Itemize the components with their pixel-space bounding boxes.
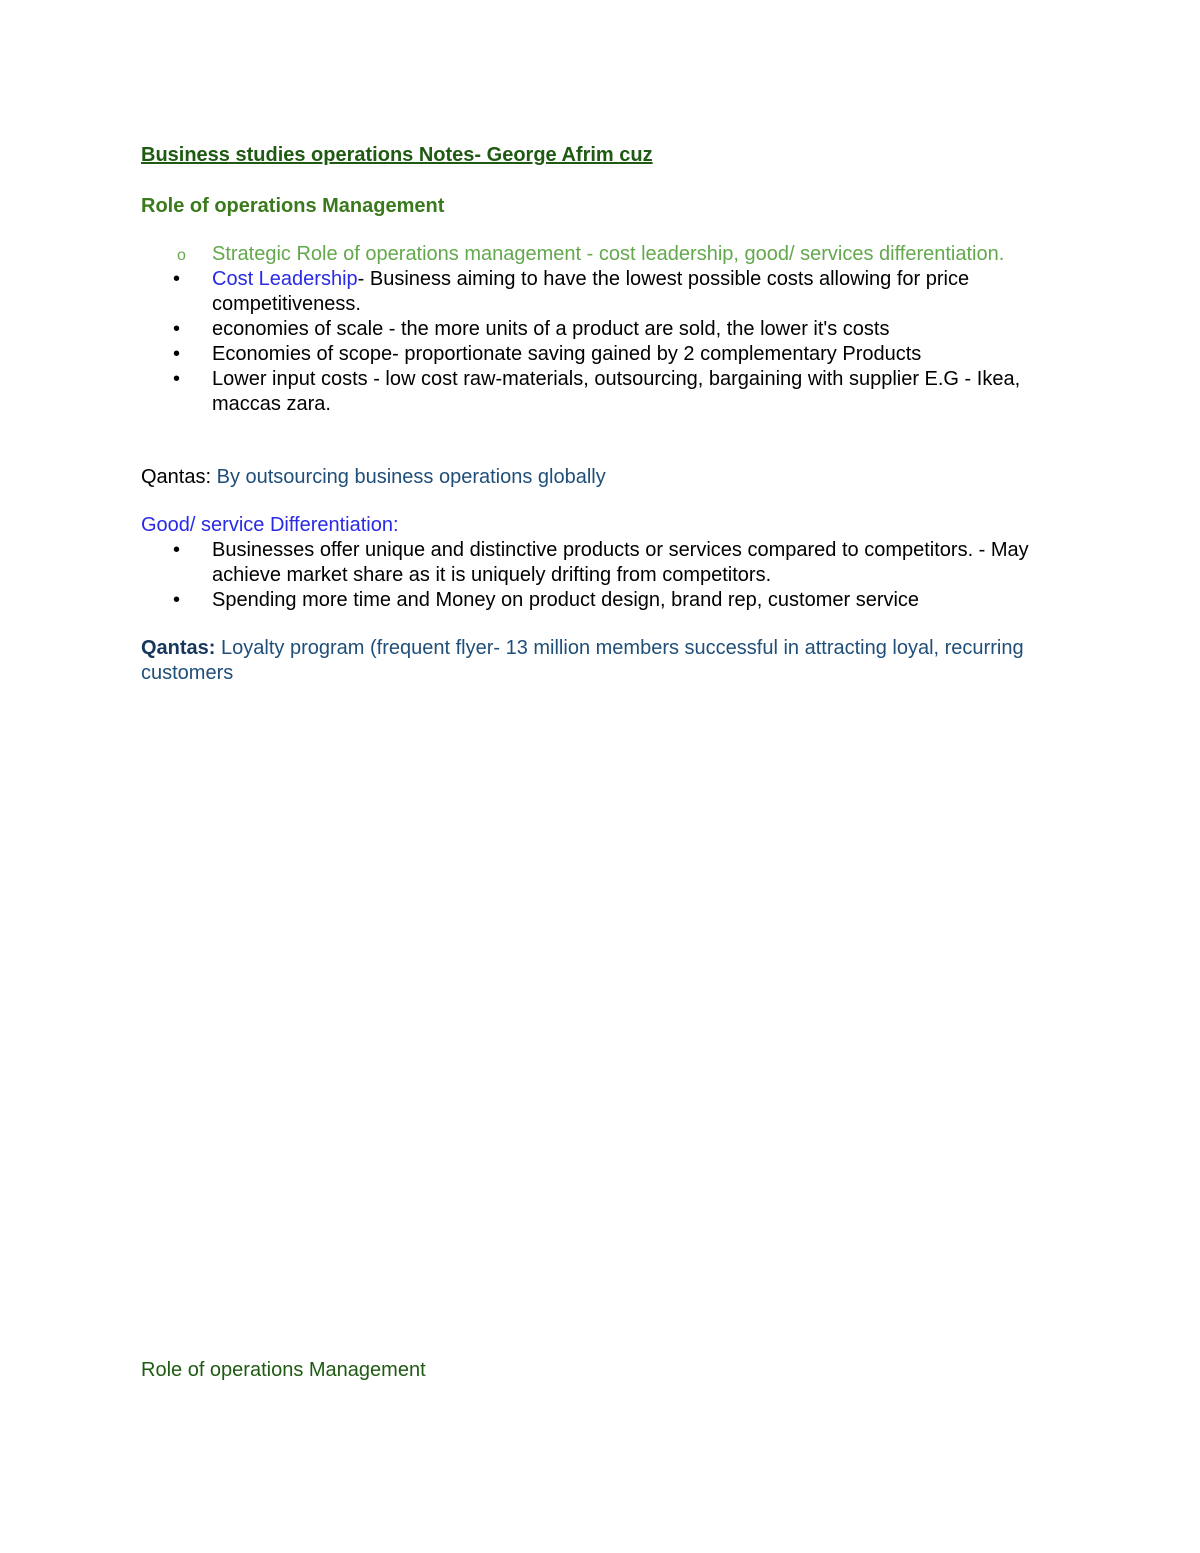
- qantas-loyalty-text: Loyalty program (frequent flyer- 13 million members successful in attracting loyal, recurring customers: [141, 637, 1024, 684]
- list-item-text: Businesses offer unique and distinctive products or services compared to competitors. - May achieve market share as it is uniquely drifting from competitors.: [212, 539, 1029, 586]
- footer-heading: Role of operations Management: [141, 1359, 426, 1381]
- bullet-icon: •: [173, 589, 181, 611]
- list-item: [141, 588, 1061, 613]
- differentiation-heading: Good/ service Differentiation:: [141, 514, 399, 536]
- bullet-icon: •: [173, 268, 181, 290]
- list-item-text: economies of scale - the more units of a product are sold, the lower it's costs: [212, 318, 890, 340]
- qantas-label: Qantas:: [141, 466, 217, 488]
- list-item: [141, 317, 1061, 342]
- section-heading: Role of operations Management: [141, 195, 445, 217]
- cost-leadership-term: Cost Leadership: [212, 268, 358, 290]
- list-item-text: Lower input costs - low cost raw-materials, outsourcing, bargaining with supplier E.G - Ikea, maccas zara.: [212, 368, 1021, 415]
- qantas-outsourcing-text: By outsourcing business operations globally: [216, 466, 606, 488]
- qantas-loyalty-paragraph: [141, 636, 1041, 686]
- list-item: [141, 367, 1061, 417]
- strategic-role-list: [141, 242, 1061, 417]
- bullet-icon: •: [173, 318, 181, 340]
- circle-bullet-icon: o: [177, 247, 186, 264]
- list-item-text: Strategic Role of operations management - cost leadership, good/ services differentiation.: [212, 243, 1005, 265]
- bullet-icon: •: [173, 539, 181, 561]
- list-item-text: Economies of scope- proportionate saving gained by 2 complementary Products: [212, 343, 922, 365]
- bullet-icon: •: [173, 343, 181, 365]
- list-item-text: Spending more time and Money on product design, brand rep, customer service: [212, 589, 920, 611]
- list-item: [141, 242, 1061, 267]
- list-item: [141, 267, 1061, 317]
- document-title: Business studies operations Notes- George Afrim cuz: [141, 144, 653, 166]
- list-item: [141, 538, 1061, 588]
- list-item: [141, 342, 1061, 367]
- list-item-text: - Business aiming to have the lowest possible costs allowing for price competitiveness.: [212, 268, 970, 315]
- differentiation-list: [141, 538, 1061, 613]
- qantas-outsourcing-paragraph: [141, 465, 1061, 490]
- bullet-icon: •: [173, 368, 181, 390]
- qantas-bold-label: Qantas:: [141, 637, 216, 659]
